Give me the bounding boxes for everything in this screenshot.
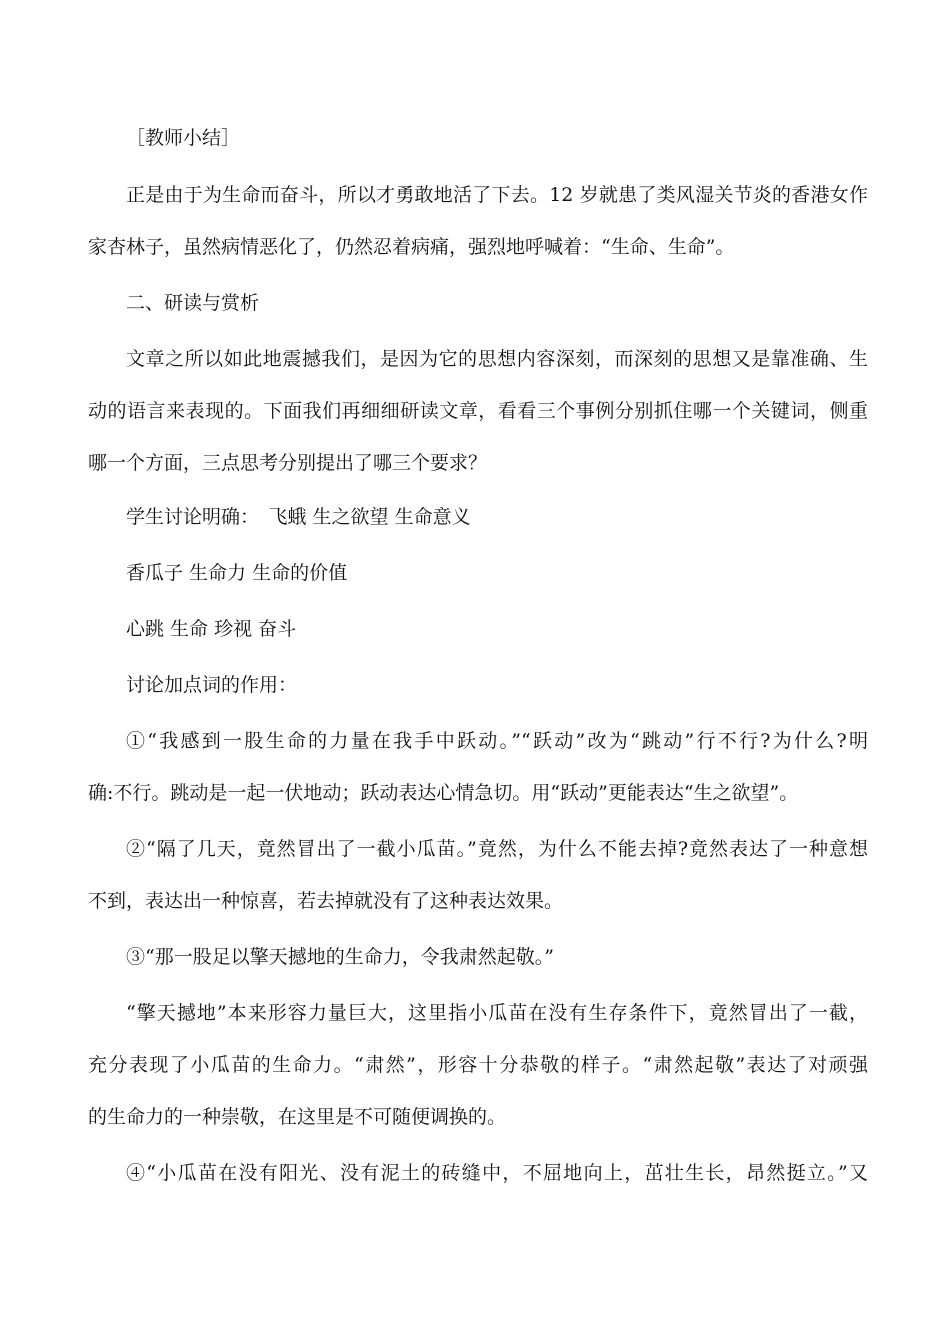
paragraph-line: “擎天撼地”本来形容力量巨大，这里指小瓜苗在没有生存条件下，竟然冒出了一截， xyxy=(126,1002,868,1024)
list-item-line: ④“小瓜苗在没有阳光、没有泥土的砖缝中，不屈地向上，茁壮生长，昂然挺立。”又 xyxy=(126,1162,868,1184)
paragraph-line: 家杏林子，虽然病情恶化了，仍然忍着病痛，强烈地呼喊着：“生命、生命”。 xyxy=(88,236,735,258)
paragraph-line: 充分表现了小瓜苗的生命力。“肃然”，形容十分恭敬的样子。“肃然起敬”表达了对顽强 xyxy=(88,1054,868,1076)
list-item-line: ③“那一股足以擎天撼地的生命力，令我肃然起敬。” xyxy=(126,946,554,968)
discussion-line: 心跳 生命 珍视 奋斗 xyxy=(126,618,297,640)
list-item-line: 不到，表达出一种惊喜，若去掉就没有了这种表达效果。 xyxy=(88,890,564,912)
dots-heading: 讨论加点词的作用： xyxy=(126,674,298,696)
paragraph-line: 文章之所以如此地震撼我们，是因为它的思想内容深刻，而深刻的思想又是靠准确、生 xyxy=(126,348,868,370)
list-item-line: 确:不行。跳动是一起一伏地动；跃动表达心情急切。用“跃动”更能表达“生之欲望”。 xyxy=(88,782,799,804)
section-title: 二、研读与赏析 xyxy=(126,292,260,314)
list-item-line: ①“我感到一股生命的力量在我手中跃动。”“跃动”改为“跳动”行不行?为什么?明 xyxy=(126,730,868,752)
teacher-summary-heading: ［教师小结］ xyxy=(126,127,241,149)
discussion-line: 香瓜子 生命力 生命的价值 xyxy=(126,562,348,584)
paragraph-line: 动的语言来表现的。下面我们再细细研读文章，看看三个事例分别抓住哪一个关键词，侧重 xyxy=(88,400,868,422)
paragraph-line: 哪一个方面，三点思考分别提出了哪三个要求？ xyxy=(88,452,488,474)
discussion-line: 学生讨论明确： 飞蛾 生之欲望 生命意义 xyxy=(126,506,471,528)
list-item-line: ②“隔了几天，竟然冒出了一截小瓜苗。”竟然，为什么不能去掉?竟然表达了一种意想 xyxy=(126,838,868,860)
paragraph-line: 正是由于为生命而奋斗，所以才勇敢地活了下去。12 岁就患了类风湿关节炎的香港女作 xyxy=(126,184,868,206)
paragraph-line: 的生命力的一种崇敬，在这里是不可随便调换的。 xyxy=(88,1106,507,1128)
